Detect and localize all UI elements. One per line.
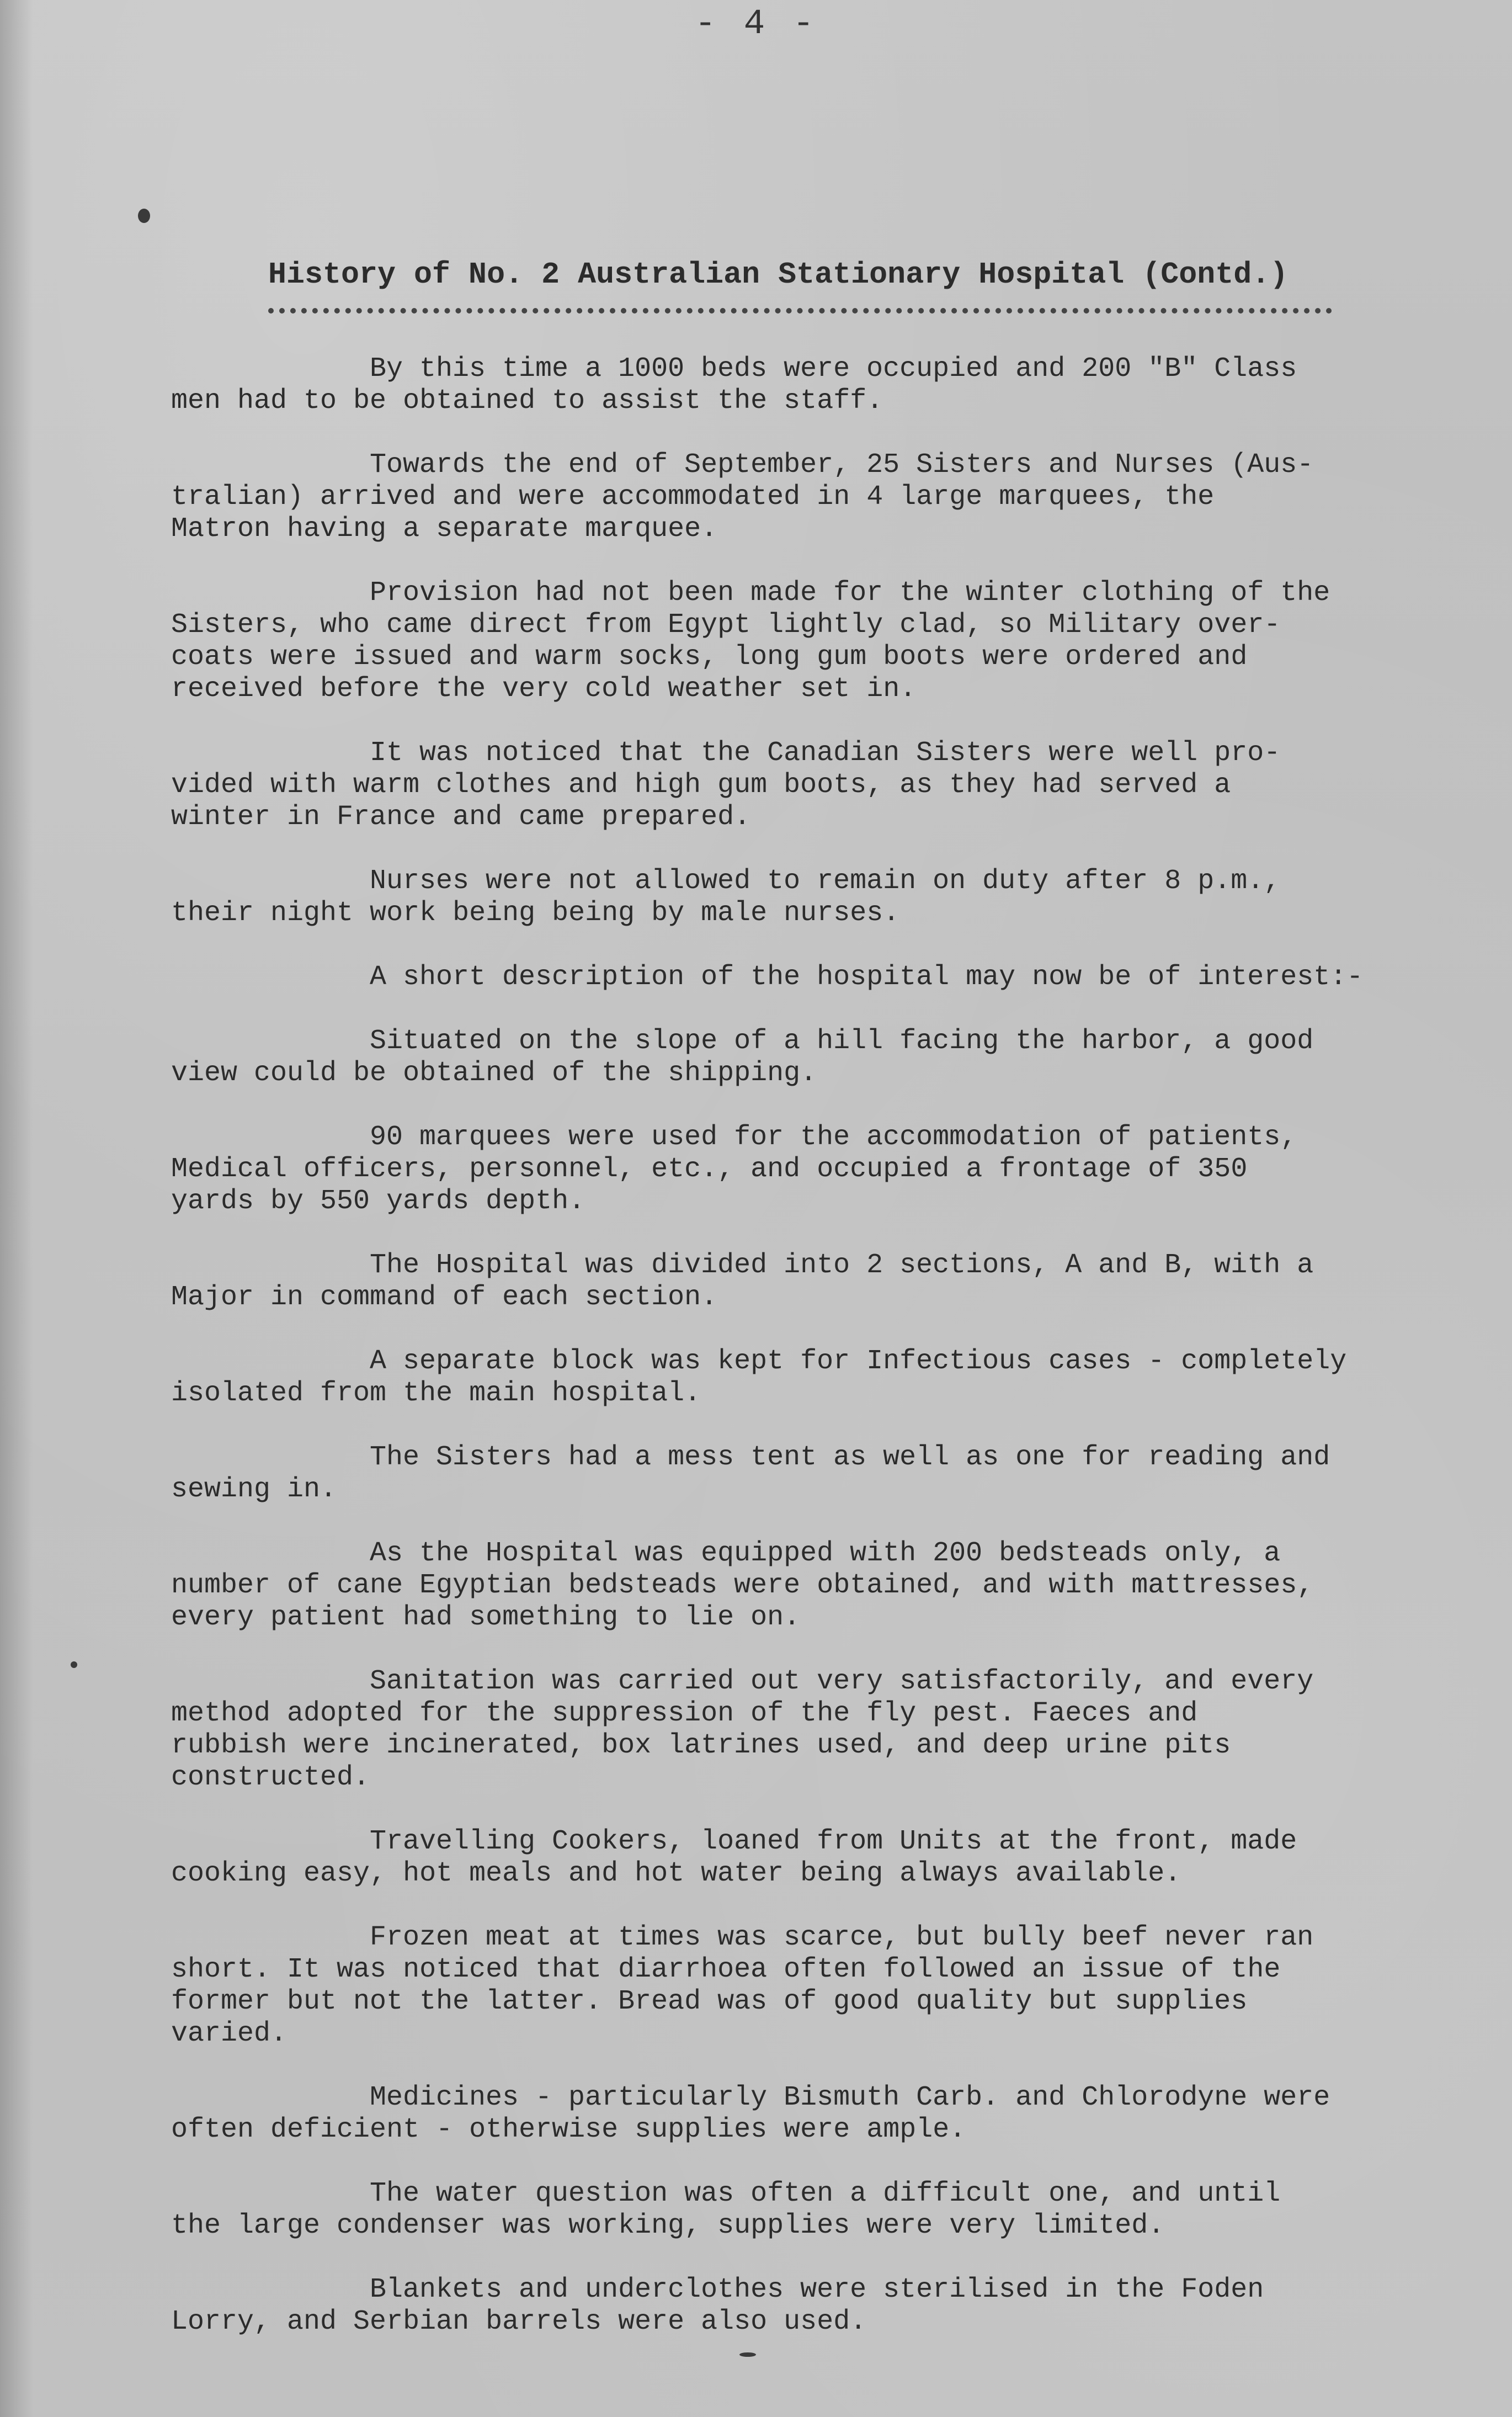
paragraph-sanitation: Sanitation was carried out very satisfactorily, and every method adopted for the suppression of the fly pest. Faeces and rubbish were incinerated, box latrines used, and deep urine pits constructed. xyxy=(171,1666,1314,1793)
paper-speck xyxy=(138,209,150,223)
paragraph-blankets: Blankets and underclothes were sterilised in the Foden Lorry, and Serbian barrels were also used. xyxy=(171,2274,1264,2338)
page-edge-shadow xyxy=(0,0,33,2417)
paper-speck xyxy=(739,2352,756,2357)
paragraph-infectious-block: A separate block was kept for Infectious cases - completely isolated from the main hospital. xyxy=(171,1346,1347,1409)
paragraph-marquees: 90 marquees were used for the accommodation of patients, Medical officers, personnel, etc., and occupied a frontage of 350 yards by 550 yards depth. xyxy=(171,1122,1297,1217)
document-title: History of No. 2 Australian Stationary Hospital (Contd.) xyxy=(268,257,1289,292)
paragraph-bedsteads: As the Hospital was equipped with 200 bedsteads only, a number of cane Egyptian bedsteads were obtained, and with mattresses, every patient had something to lie on. xyxy=(171,1538,1314,1633)
paragraph-situation: Situated on the slope of a hill facing the harbor, a good view could be obtained of the shipping. xyxy=(171,1026,1314,1089)
paper-speck xyxy=(71,1661,77,1668)
title-underline-dots xyxy=(268,308,1332,314)
paragraph-winter-clothing: Provision had not been made for the winter clothing of the Sisters, who came direct from Egypt lightly clad, so Military over- coats were issued and warm socks, long gum boots were ordered and received before the very cold weather set in. xyxy=(171,577,1330,705)
paragraph-frozen-meat: Frozen meat at times was scarce, but bully beef never ran short. It was noticed that diarrhoea often followed an issue of the former but not the latter. Bread was of good quality but supplies varied. xyxy=(171,1922,1314,2049)
paragraph-sisters-arrived: Towards the end of September, 25 Sisters and Nurses (Aus- tralian) arrived and were accommodated in 4 large marquees, the Matron having a separate marquee. xyxy=(171,449,1314,545)
paragraph-travelling-cookers: Travelling Cookers, loaned from Units at the front, made cooking easy, hot meals and hot water being always available. xyxy=(171,1826,1297,1889)
document-body xyxy=(171,353,1495,2370)
paragraph-medicines: Medicines - particularly Bismuth Carb. and Chlorodyne were often deficient - otherwise supplies were ample. xyxy=(171,2082,1330,2145)
paragraph-short-description: A short description of the hospital may now be of interest:- xyxy=(370,962,1364,993)
paragraph-water-question: The water question was often a difficult one, and until the large condenser was working, supplies were very limited. xyxy=(171,2178,1281,2241)
paragraph-canadian-sisters: It was noticed that the Canadian Sisters were well pro- vided with warm clothes and high gum boots, as they had served a winter in France and came prepared. xyxy=(171,737,1281,833)
paragraph-beds-occupied: By this time a 1000 beds were occupied and 200 "B" Class men had to be obtained to assist the staff. xyxy=(171,353,1297,417)
paragraph-mess-tent: The Sisters had a mess tent as well as one for reading and sewing in. xyxy=(171,1442,1330,1505)
paragraph-night-duty: Nurses were not allowed to remain on duty after 8 p.m., their night work being being by male nurses. xyxy=(171,865,1281,929)
paragraph-sections: The Hospital was divided into 2 sections, A and B, with a Major in command of each section. xyxy=(171,1250,1314,1313)
page-number: - 4 - xyxy=(694,4,818,44)
